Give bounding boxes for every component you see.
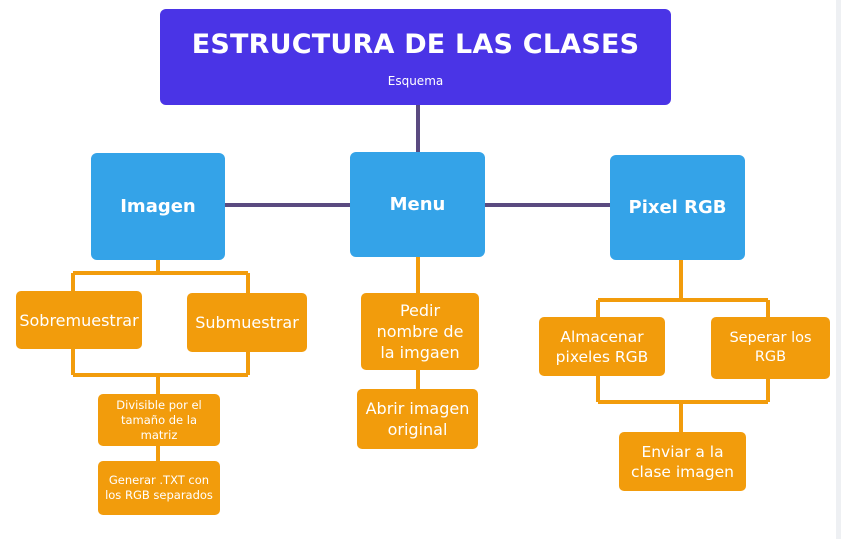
method-pedir-nombre-label: Pedir nombre de la imgaen (376, 301, 464, 362)
method-abrir-imagen (357, 389, 478, 449)
method-sobremuestrar (16, 291, 142, 349)
method-enviar-imagen-label: Enviar a la clase imagen (631, 442, 734, 481)
class-pixel-box (610, 155, 745, 260)
method-divisible-label: Divisible por el tamaño de la matriz (116, 397, 202, 442)
class-menu-label: Menu (389, 194, 446, 215)
method-sobremuestrar-label: Sobremuestrar (19, 310, 139, 330)
class-imagen-box (91, 153, 225, 260)
diagram-title: ESTRUCTURA DE LAS CLASES (191, 29, 640, 60)
method-separar-rgb (711, 317, 830, 379)
method-generar-txt-label: Generar .TXT con los RGB separados (105, 473, 213, 502)
class-imagen-label: Imagen (120, 196, 196, 217)
method-abrir-imagen-label: Abrir imagen original (365, 399, 470, 439)
method-submuestrar-label: Submuestrar (195, 313, 299, 332)
method-almacenar-pixeles-label: Almacenar pixeles RGB (555, 327, 649, 366)
method-separar-rgb-label: Seperar los RGB (729, 330, 812, 365)
method-pedir-nombre (361, 293, 479, 370)
method-generar-txt (98, 461, 220, 515)
method-enviar-imagen (619, 432, 746, 491)
diagram-subtitle: Esquema (387, 74, 444, 88)
method-almacenar-pixeles (539, 317, 665, 376)
class-menu-box (350, 152, 485, 257)
title-box (160, 9, 671, 105)
method-divisible (98, 394, 220, 446)
method-submuestrar (187, 293, 307, 352)
class-pixel-label: Pixel RGB (628, 197, 727, 218)
